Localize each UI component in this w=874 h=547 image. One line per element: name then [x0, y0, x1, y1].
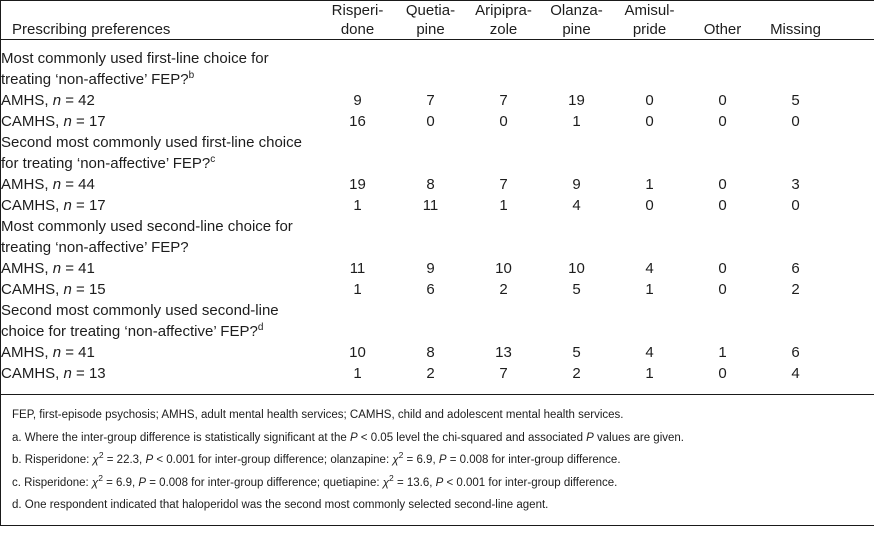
table-cell: 0 [499, 113, 508, 130]
question-text: Most commonly used second-line choice for [1, 218, 293, 235]
row-label: AMHS, n = 42 [1, 92, 95, 109]
table-cell: 3 [791, 176, 800, 193]
table-cell: 8 [426, 176, 435, 193]
table-cell: 9 [426, 260, 435, 277]
table-cell: 4 [645, 260, 654, 277]
question-text: Second most commonly used first-line choice [1, 134, 302, 151]
question-text: treating ‘non-affective’ FEP? [1, 239, 189, 256]
table-row [1, 90, 874, 111]
column-header-missing: Missing [770, 21, 821, 38]
table-cell: 1 [718, 344, 727, 361]
column-header-amisulpride: Amisul- pride [624, 2, 675, 38]
table-cell: 11 [349, 260, 366, 277]
table-cell: 7 [426, 92, 435, 109]
table-cell: 0 [645, 92, 654, 109]
row-label: AMHS, n = 41 [1, 344, 95, 361]
table-cell: 1 [645, 365, 654, 382]
question-row [1, 132, 874, 174]
table-cell: 5 [572, 344, 581, 361]
column-header-other: Other [703, 21, 742, 38]
table-cell: 0 [718, 92, 727, 109]
footnote-abbreviations: FEP, first-episode psychosis; AMHS, adult mental health services; CAMHS, child and adolescent mental health services. [12, 409, 624, 421]
table-row [1, 195, 874, 216]
column-header-olanzapine: Olanza- pine [550, 2, 603, 38]
question-text: Most commonly used first-line choice for [1, 50, 269, 67]
table-cell: 6 [791, 344, 800, 361]
question-label [1, 216, 874, 258]
row-label: AMHS, n = 41 [1, 260, 95, 277]
table-cell: 0 [718, 176, 727, 193]
table-cell: 6 [426, 281, 435, 298]
table-corner-label: Prescribing preferences [12, 21, 171, 38]
table-cell: 4 [572, 197, 581, 214]
table-cell: 0 [718, 281, 727, 298]
question-label [1, 132, 874, 174]
spacer-cell [832, 90, 874, 111]
column-header-risperidone: Risperi- done [331, 2, 384, 38]
question-row [1, 216, 874, 258]
table-cell: 9 [572, 176, 581, 193]
table-cell: 1 [353, 281, 362, 298]
table-cell: 1 [353, 365, 362, 382]
table-cell: 13 [495, 344, 512, 361]
question-text: Second most commonly used second-line [1, 302, 279, 319]
spacer-cell [832, 174, 874, 195]
table-cell: 4 [645, 344, 654, 361]
table-cell: 4 [791, 365, 800, 382]
footnote-a: a. Where the inter-group difference is statistically significant at the P < 0.05 level the chi-squared and associated P values are given. [12, 431, 684, 444]
table-cell: 2 [426, 365, 435, 382]
table-cell: 8 [426, 344, 435, 361]
table-row [1, 279, 874, 300]
row-label: CAMHS, n = 15 [1, 281, 106, 298]
table-cell: 10 [349, 344, 366, 361]
spacer-cell [832, 195, 874, 216]
footnote-b: b. Risperidone: $\chi^2 = 22.3$, P < 0.001 for inter-group difference; olanzapine: $\chi^2 = 6.9$, P = 0.008 for inter-group difference. [12, 450, 621, 466]
table-cell: 0 [426, 113, 435, 130]
table-cell: 5 [572, 281, 581, 298]
table-cell: 2 [791, 281, 800, 298]
row-label: AMHS, n = 44 [1, 176, 95, 193]
table-cell: 19 [349, 176, 366, 193]
table-cell: 7 [499, 176, 508, 193]
table-cell: 10 [568, 260, 585, 277]
table-cell: 0 [791, 197, 800, 214]
prescribing-preferences-table [1, 1, 874, 394]
table-footnotes [1, 394, 874, 525]
column-header-quetiapine: Quetia- pine [405, 2, 456, 38]
table-cell: 1 [645, 281, 654, 298]
question-label [1, 300, 874, 342]
question-text: for treating ‘non-affective’ FEP?$^c$ [1, 154, 216, 172]
table-cell: 1 [353, 197, 362, 214]
footnote-marker: d [257, 322, 264, 333]
table-cell: 2 [572, 365, 581, 382]
table-cell: 2 [499, 281, 508, 298]
question-row [1, 300, 874, 342]
question-label [1, 40, 874, 91]
table-cell: 1 [572, 113, 581, 130]
spacer-cell [832, 363, 874, 394]
question-row [1, 40, 874, 91]
table-cell: 0 [718, 197, 727, 214]
spacer-cell [832, 1, 874, 40]
row-label: CAMHS, n = 17 [1, 197, 106, 214]
column-header-aripiprazole: Aripipra- zole [475, 2, 532, 38]
table-cell: 6 [791, 260, 800, 277]
table-row [1, 258, 874, 279]
table-cell: 0 [645, 113, 654, 130]
table-cell: 0 [718, 113, 727, 130]
footnote-d: d. One respondent indicated that haloperidol was the second most commonly selected second-line agent. [12, 499, 549, 511]
table-cell: 0 [645, 197, 654, 214]
table-cell: 0 [718, 260, 727, 277]
spacer-cell [832, 258, 874, 279]
row-label: CAMHS, n = 13 [1, 365, 106, 382]
table-row [1, 111, 874, 132]
table-cell: 19 [568, 92, 585, 109]
table-cell: 16 [349, 113, 366, 130]
footnote-marker: b [188, 70, 195, 81]
table-cell: 1 [499, 197, 508, 214]
table-cell: 9 [353, 92, 362, 109]
table-cell: 1 [645, 176, 654, 193]
spacer-cell [832, 279, 874, 300]
table-cell: 7 [499, 365, 508, 382]
table-cell: 10 [495, 260, 512, 277]
table-row [1, 342, 874, 363]
table-row [1, 174, 874, 195]
table-cell: 0 [791, 113, 800, 130]
row-label: CAMHS, n = 17 [1, 113, 106, 130]
table-cell: 7 [499, 92, 508, 109]
question-text: treating ‘non-affective’ FEP?$^b$ [1, 70, 195, 88]
table-cell: 11 [422, 197, 439, 214]
footnote-marker: c [210, 154, 216, 165]
spacer-cell [832, 342, 874, 363]
header-row [1, 1, 874, 40]
footnote-c: c. Risperidone: $\chi^2 = 6.9$, P = 0.008 for inter-group difference; quetiapine: $\chi^2 = 13.6$, P < 0.001 for inter-group difference. [12, 472, 618, 489]
question-text: choice for treating ‘non-affective’ FEP?$^d$ [1, 322, 264, 340]
spacer-cell [832, 111, 874, 132]
table-row [1, 363, 874, 394]
table-cell: 0 [718, 365, 727, 382]
table-cell: 5 [791, 92, 800, 109]
